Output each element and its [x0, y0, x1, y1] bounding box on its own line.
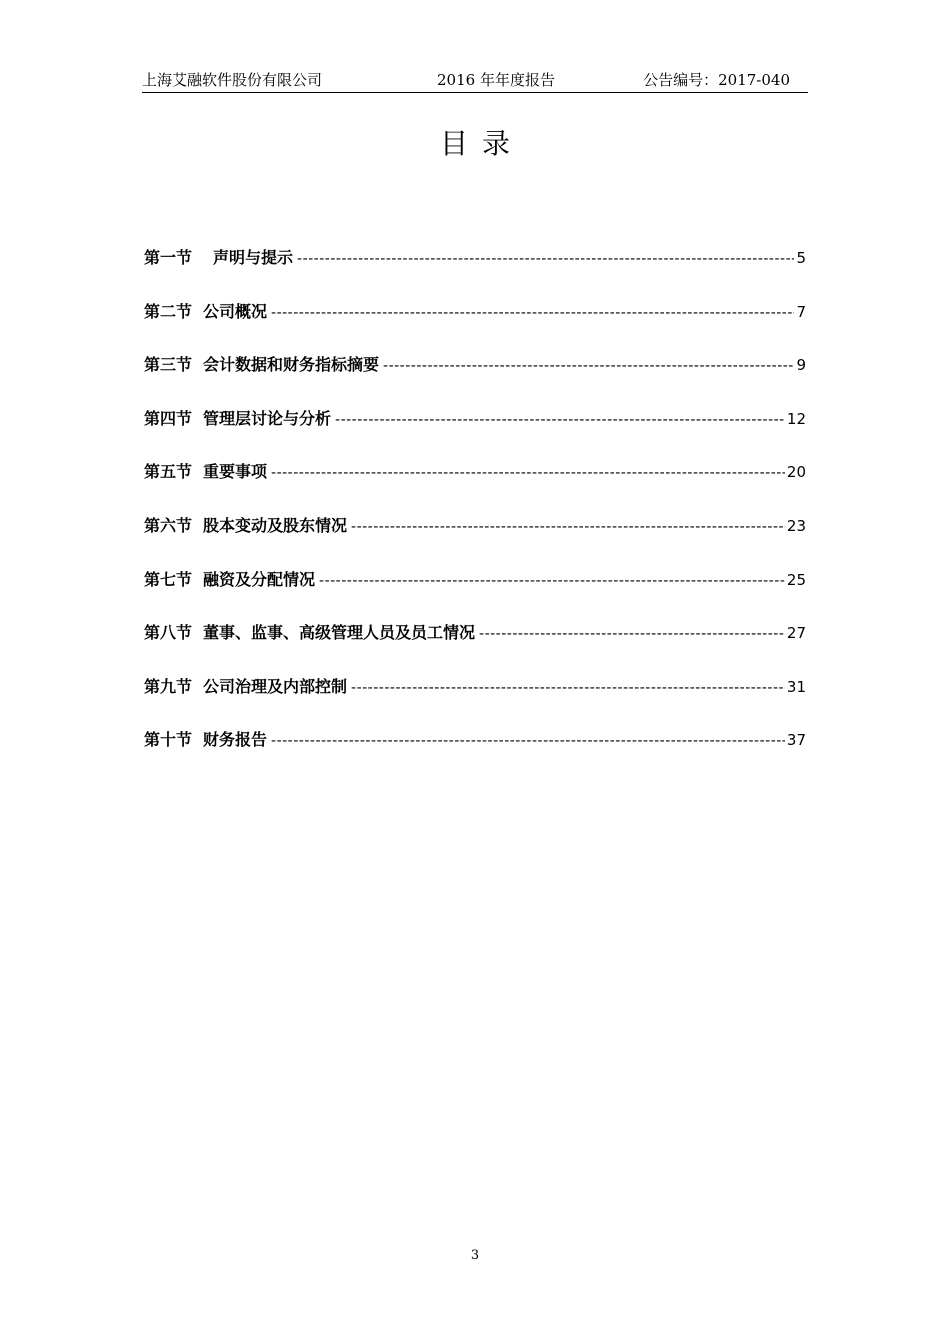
toc-dot-leader	[297, 251, 794, 267]
toc-section-title: 公司概况	[203, 301, 268, 321]
toc-section-number: 第二节	[144, 301, 193, 321]
toc-section-title: 重要事项	[203, 462, 268, 482]
toc-dot-leader	[335, 412, 785, 428]
toc-section-number: 第九节	[144, 676, 193, 696]
toc-dot-leader	[271, 305, 794, 321]
toc-entry[interactable]	[144, 406, 806, 460]
toc-section-title: 会计数据和财务指标摘要	[203, 355, 380, 375]
page-number: 3	[470, 1248, 480, 1263]
toc-page-number: 20	[786, 463, 806, 482]
toc-page-number: 27	[786, 624, 806, 643]
toc-entry[interactable]	[144, 620, 806, 674]
toc-section-title: 声明与提示	[213, 248, 294, 267]
toc-entry[interactable]	[144, 459, 806, 513]
toc-page-number: 25	[786, 570, 806, 589]
toc-page-number: 31	[786, 677, 806, 696]
toc-entry[interactable]	[144, 299, 806, 353]
header-report-title: 2016 年年度报告	[437, 71, 555, 89]
toc-entry[interactable]	[144, 352, 806, 406]
toc-section-title: 股本变动及股东情况	[203, 515, 348, 535]
toc-section-number: 第三节	[144, 355, 193, 375]
header-announcement-code: 公告编号：2017-040	[643, 71, 790, 89]
table-of-contents	[144, 245, 806, 781]
toc-page-number: 23	[786, 516, 806, 535]
header-company-name: 上海艾融软件股份有限公司	[142, 71, 323, 89]
toc-dot-leader	[351, 680, 785, 696]
toc-page-number: 9	[796, 356, 806, 375]
toc-section-title: 融资及分配情况	[203, 569, 316, 589]
toc-entry[interactable]	[144, 245, 806, 299]
toc-section-title: 管理层讨论与分析	[203, 408, 332, 428]
toc-dot-leader	[383, 358, 794, 374]
toc-dot-leader	[479, 626, 785, 642]
toc-section-title: 公司治理及内部控制	[203, 676, 348, 696]
toc-entry[interactable]	[144, 567, 806, 621]
toc-section-number: 第五节	[144, 462, 193, 482]
toc-page-number: 37	[786, 731, 806, 750]
toc-section-number: 第十节	[144, 730, 193, 750]
toc-entry[interactable]	[144, 513, 806, 567]
toc-section-title: 董事、监事、高级管理人员及员工情况	[203, 623, 476, 643]
page-header	[142, 66, 808, 93]
page-title: 目录	[439, 127, 524, 160]
toc-section-title: 财务报告	[203, 730, 268, 750]
toc-dot-leader	[271, 465, 785, 481]
toc-section-number: 第六节	[144, 515, 193, 535]
toc-entry[interactable]	[144, 674, 806, 728]
toc-section-number: 第八节	[144, 623, 193, 643]
toc-section-number: 第七节	[144, 569, 193, 589]
toc-page-number: 12	[786, 409, 806, 428]
toc-section-number: 第四节	[144, 408, 193, 428]
toc-dot-leader	[319, 573, 785, 589]
toc-section-number: 第一节	[144, 248, 193, 267]
toc-dot-leader	[271, 733, 785, 749]
toc-dot-leader	[351, 519, 785, 535]
toc-page-number: 7	[796, 302, 806, 321]
toc-entry[interactable]	[144, 727, 806, 781]
toc-page-number: 5	[796, 249, 806, 267]
